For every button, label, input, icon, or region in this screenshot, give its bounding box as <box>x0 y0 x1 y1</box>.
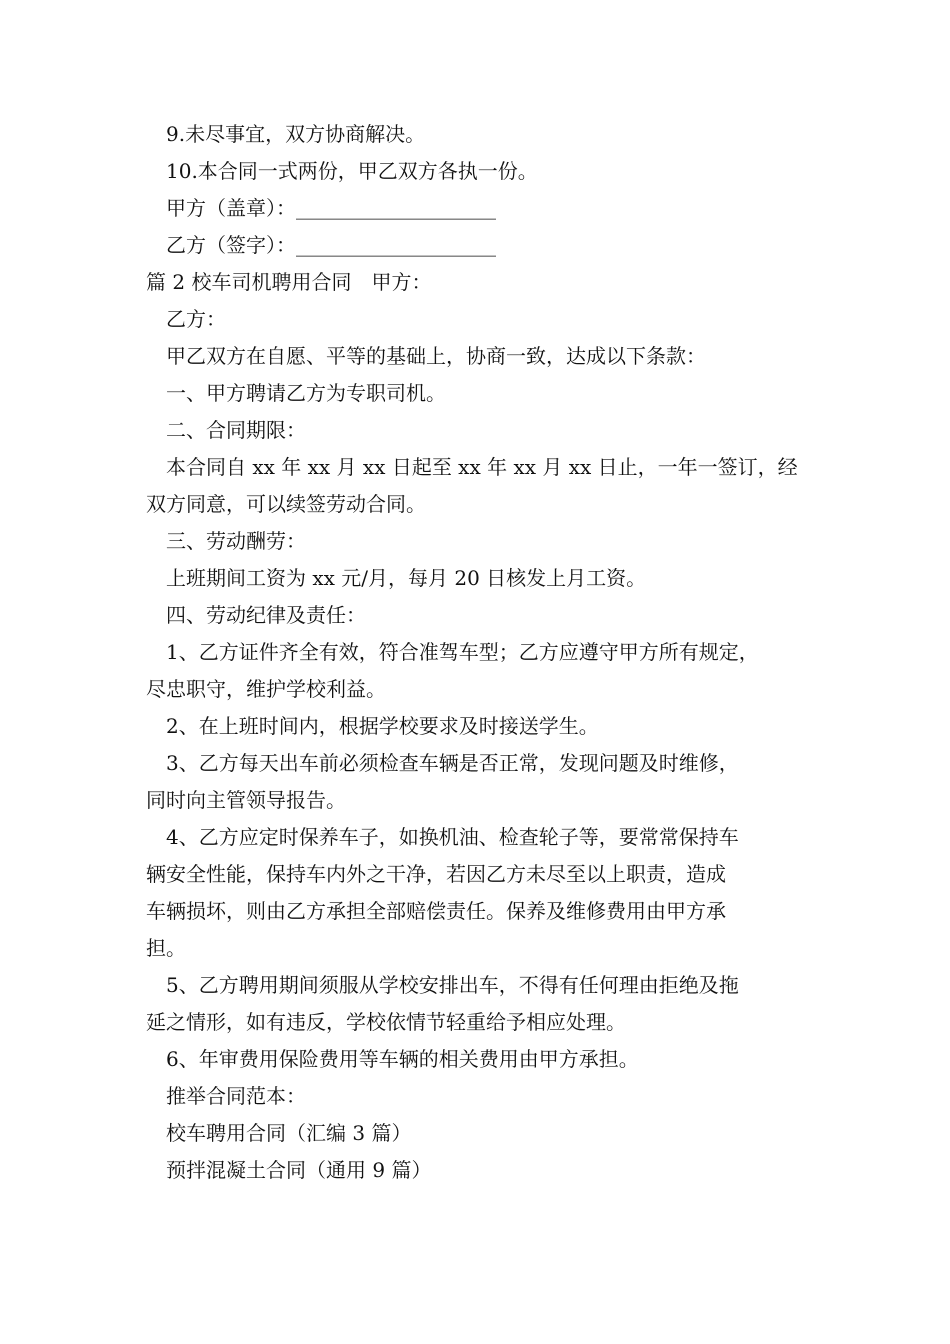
document-line: 甲方（盖章）：____________________ <box>166 196 496 220</box>
document-line: 双方同意，可以续签劳动合同。 <box>146 492 426 516</box>
document-line: 同时向主管领导报告。 <box>146 788 346 812</box>
document-line: 车辆损坏，则由乙方承担全部赔偿责任。保养及维修费用由甲方承 <box>146 899 726 923</box>
document-line: 乙方： <box>166 307 226 331</box>
document-line: 四、劳动纪律及责任： <box>166 603 366 627</box>
document-line: 预拌混凝土合同（通用 9 篇） <box>166 1158 432 1182</box>
document-line: 担。 <box>146 936 186 960</box>
document-line: 校车聘用合同（汇编 3 篇） <box>166 1121 412 1145</box>
document-line: 4、乙方应定时保养车子，如换机油、检查轮子等，要常常保持车 <box>166 825 739 849</box>
document-line: 5、乙方聘用期间须服从学校安排出车，不得有任何理由拒绝及拖 <box>166 973 739 997</box>
document-line: 推举合同范本： <box>166 1084 306 1108</box>
document-line: 辆安全性能，保持车内外之干净，若因乙方未尽至以上职责，造成 <box>146 862 726 886</box>
document-line: 9.未尽事宜，双方协商解决。 <box>166 122 426 146</box>
document-line: 6、年审费用保险费用等车辆的相关费用由甲方承担。 <box>166 1047 639 1071</box>
document-line: 篇 2 校车司机聘用合同 甲方： <box>146 270 432 294</box>
document-line: 本合同自 xx 年 xx 月 xx 日起至 xx 年 xx 月 xx 日止，一年一签订，经 <box>166 455 798 479</box>
document-line: 二、合同期限： <box>166 418 306 442</box>
document-line: 2、在上班时间内，根据学校要求及时接送学生。 <box>166 714 599 738</box>
document-line: 尽忠职守，维护学校利益。 <box>146 677 386 701</box>
document-line: 1、乙方证件齐全有效，符合准驾车型；乙方应遵守甲方所有规定， <box>166 640 759 664</box>
document-line: 三、劳动酬劳： <box>166 529 306 553</box>
document-line: 上班期间工资为 xx 元/月，每月 20 日核发上月工资。 <box>166 566 647 590</box>
document-line: 延之情形，如有违反，学校依情节轻重给予相应处理。 <box>146 1010 626 1034</box>
document-line: 3、乙方每天出车前必须检查车辆是否正常，发现问题及时维修， <box>166 751 739 775</box>
document-line: 甲乙双方在自愿、平等的基础上，协商一致，达成以下条款： <box>166 344 706 368</box>
document-line: 10.本合同一式两份，甲乙双方各执一份。 <box>166 159 538 183</box>
document-line: 乙方（签字）：____________________ <box>166 233 496 257</box>
document-line: 一、甲方聘请乙方为专职司机。 <box>166 381 446 405</box>
document-body <box>146 116 826 1189</box>
